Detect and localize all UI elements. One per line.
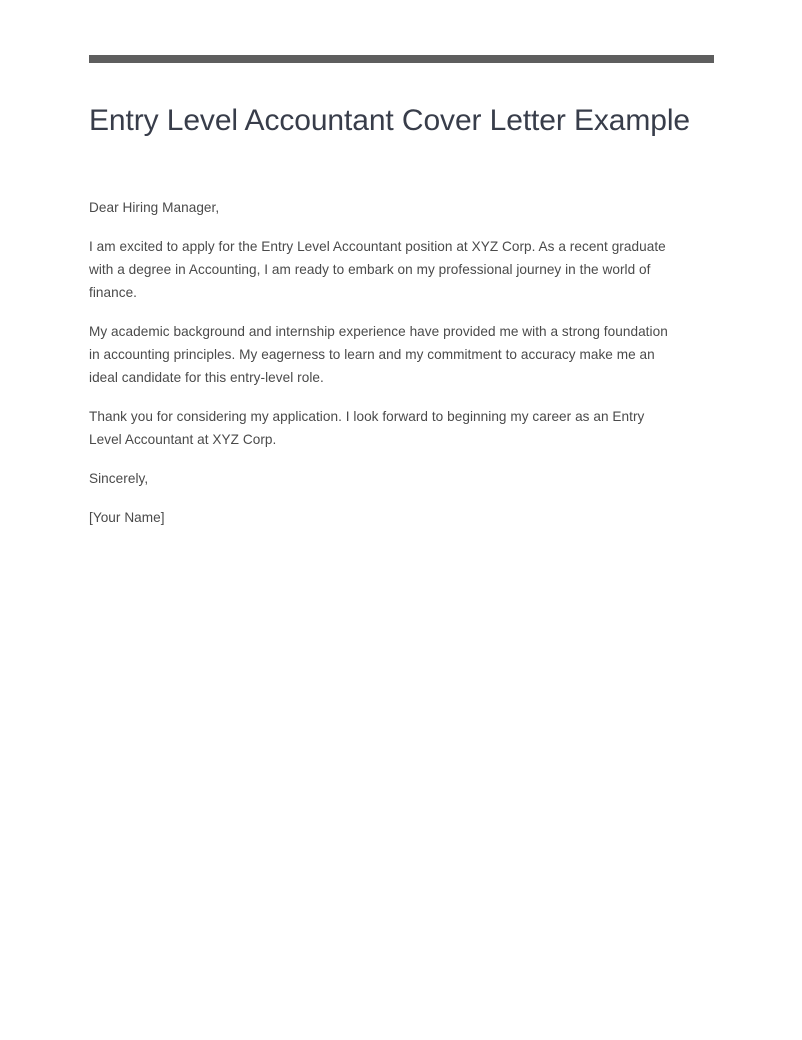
letter-paragraph-2: My academic background and internship experience have provided me with a strong foundation in accounting principles. My eagerness to learn and my commitment to accuracy make me an ideal candidate for this entry-level role. xyxy=(89,324,668,385)
letter-closing: Sincerely, xyxy=(89,471,149,486)
letter-signature-placeholder: [Your Name] xyxy=(89,510,165,525)
header-rule-divider xyxy=(89,55,714,63)
cover-letter-body xyxy=(89,196,677,529)
letter-paragraph-3: Thank you for considering my application. I look forward to beginning my career as an Entry Level Accountant at XYZ Corp. xyxy=(89,409,645,447)
page-title: Entry Level Accountant Cover Letter Example xyxy=(89,104,691,137)
letter-paragraph-1: I am excited to apply for the Entry Level Accountant position at XYZ Corp. As a recent graduate with a degree in Accounting, I am ready to embark on my professional journey in the world of finance. xyxy=(89,239,666,300)
letter-salutation: Dear Hiring Manager, xyxy=(89,200,220,215)
